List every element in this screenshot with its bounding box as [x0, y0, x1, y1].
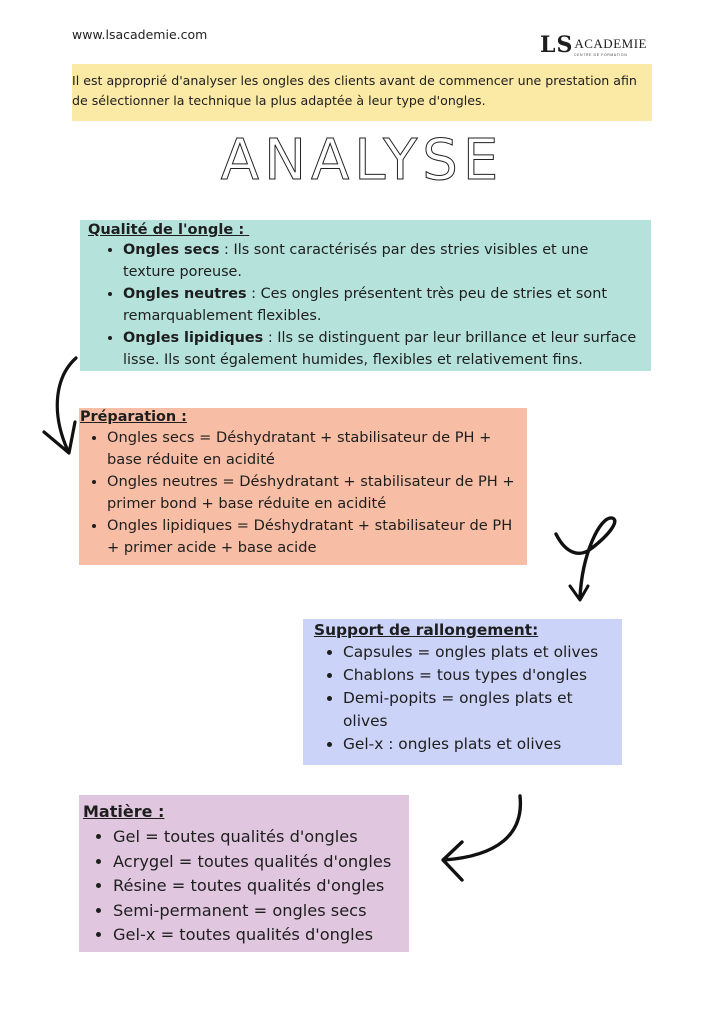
preparation-heading: Préparation :	[80, 409, 187, 425]
qualite-desc: : Ils se distinguent par leur brillance et leur surface lisse. Ils sont également humides, flexibles et relativement fins.	[123, 330, 637, 368]
ls-academie-logo	[540, 32, 647, 58]
intro-text: Il est approprié d'analyser les ongles des clients avant de commencer une prestation afin de sélectionner la technique la plus adaptée à leur type d'ongles.	[72, 73, 637, 108]
loop-arrow-down-icon	[552, 514, 628, 606]
list-item: • Chablons = tous types d'ongles	[343, 664, 622, 687]
list-item: • Ongles secs = Déshydratant + stabilisateur de PH + base réduite en acidité	[107, 427, 527, 471]
list-item: • Gel-x : ongles plats et olives	[343, 733, 622, 756]
list-item	[123, 239, 643, 283]
matiere-heading: Matière :	[83, 802, 165, 821]
list-item	[123, 327, 643, 371]
qualite-desc: : Ces ongles présentent très peu de stries et sont remarquablement flexibles.	[123, 286, 607, 324]
logo-tagline: CENTRE DE FORMATION	[574, 53, 628, 57]
qualite-term: Ongles neutres	[123, 286, 247, 302]
list-item: • Gel = toutes qualités d'ongles	[113, 825, 409, 850]
list-item: • Ongles neutres = Déshydratant + stabilisateur de PH + primer bond + base réduite en acidité	[107, 471, 527, 515]
support-heading: Support de rallongement:	[314, 621, 539, 639]
logo-initials: LS	[540, 32, 574, 58]
list-item: • Ongles lipidiques = Déshydratant + stabilisateur de PH + primer acide + base acide	[107, 515, 527, 559]
matiere-list	[83, 825, 409, 948]
support-section	[303, 619, 622, 765]
support-list	[314, 641, 622, 756]
qualite-heading: Qualité de l'ongle :	[88, 221, 245, 238]
list-item: • Gel-x = toutes qualités d'ongles	[113, 923, 409, 948]
preparation-list	[80, 427, 527, 559]
list-item: • Semi-permanent = ongles secs	[113, 899, 409, 924]
preparation-section	[79, 408, 527, 565]
qualite-term: Ongles lipidiques	[123, 330, 264, 346]
website-url: www.lsacademie.com	[72, 27, 208, 42]
logo-word: ACADEMIE	[574, 36, 647, 51]
matiere-section	[79, 795, 409, 952]
list-item: • Demi-popits = ongles plats et olives	[343, 687, 622, 733]
qualite-term: Ongles secs	[123, 242, 220, 258]
list-item: • Résine = toutes qualités d'ongles	[113, 874, 409, 899]
list-item: • Capsules = ongles plats et olives	[343, 641, 622, 664]
qualite-list	[88, 239, 643, 371]
qualite-desc: : Ils sont caractérisés par des stries visibles et une texture poreuse.	[123, 242, 589, 280]
list-item: • Acrygel = toutes qualités d'ongles	[113, 850, 409, 875]
qualite-section	[80, 220, 651, 371]
curved-arrow-down-left-icon	[38, 356, 88, 460]
page-title-text: ANALYSE	[220, 128, 504, 193]
curved-arrow-left-icon	[438, 794, 528, 886]
page-title	[0, 128, 724, 193]
list-item	[123, 283, 643, 327]
intro-banner	[72, 64, 652, 121]
